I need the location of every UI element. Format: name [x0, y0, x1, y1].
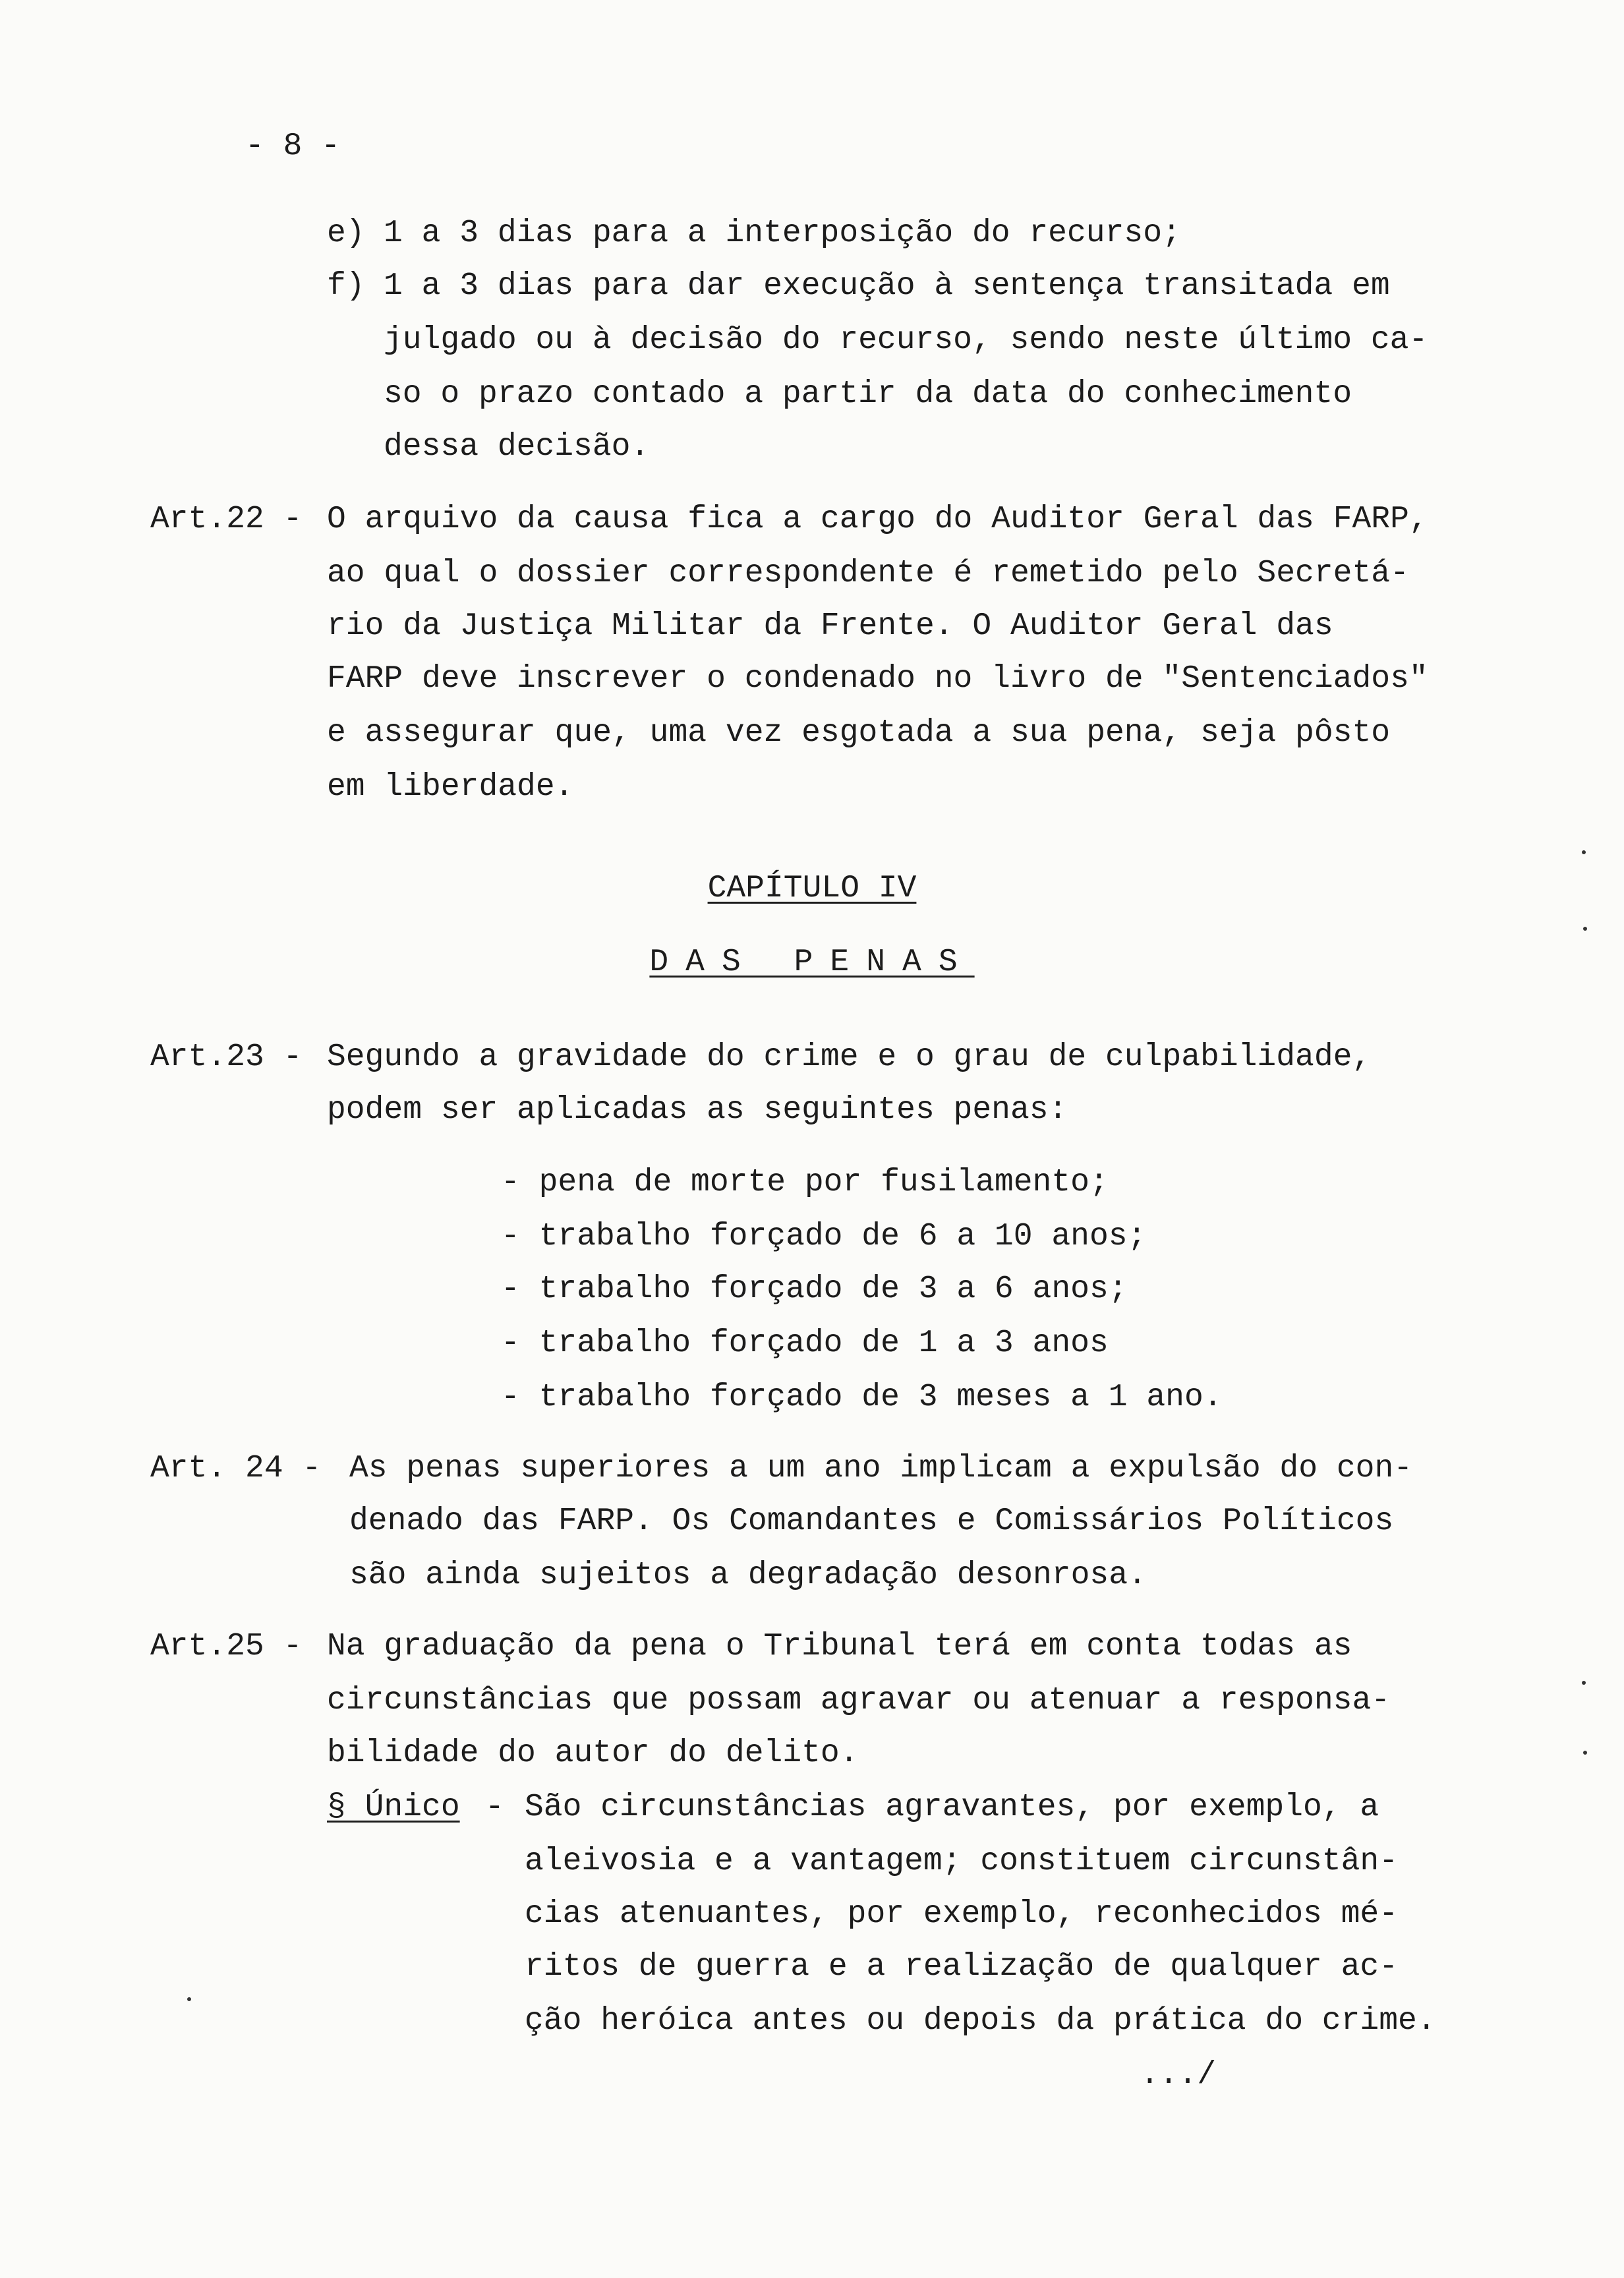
penalty-item: - trabalho forçado de 3 a 6 anos; [501, 1271, 1128, 1307]
paragraph-line: aleivosia e a vantagem; constituem circunstân- [525, 1844, 1399, 1879]
continuation-mark: .../ [1140, 2057, 1217, 2093]
chapter-subtitle: DAS PENAS [649, 945, 975, 980]
article-line: circunstâncias que possam agravar ou atenuar a responsa- [327, 1683, 1391, 1718]
paragraph-line: São circunstâncias agravantes, por exemplo, a [525, 1790, 1379, 1825]
scan-speck [187, 1997, 191, 2001]
item-f-line: julgado ou à decisão do recurso, sendo neste último ca- [384, 322, 1428, 358]
paragraph-line: ção heróica antes ou depois da prática do crime. [525, 2003, 1436, 2039]
article-line: FARP deve inscrever o condenado no livro de "Sentenciados" [327, 661, 1428, 697]
article-line: podem ser aplicadas as seguintes penas: [327, 1092, 1068, 1128]
paragraph-label: § Único [327, 1790, 460, 1825]
chapter-title: CAPÍTULO IV [707, 871, 917, 906]
item-e-text: 1 a 3 dias para a interposição do recurso; [384, 216, 1181, 251]
article-line: são ainda sujeitos a degradação desonrosa. [349, 1558, 1147, 1593]
article-line: O arquivo da causa fica a cargo do Auditor Geral das FARP, [327, 502, 1428, 537]
item-e-label: e) [327, 216, 365, 251]
article-line: denado das FARP. Os Comandantes e Comissários Políticos [349, 1504, 1394, 1539]
article-label: Art.22 - [150, 502, 303, 537]
article-line: Segundo a gravidade do crime e o grau de culpabilidade, [327, 1039, 1372, 1075]
article-label: Art.25 - [150, 1629, 303, 1664]
item-f-label: f) [327, 268, 365, 304]
item-f-line: so o prazo contado a partir da data do conhecimento [384, 376, 1352, 412]
page-number: - 8 - [245, 129, 341, 164]
article-line: rio da Justiça Militar da Frente. O Auditor Geral das [327, 608, 1333, 644]
scan-speck [1583, 927, 1587, 931]
paragraph-line: ritos de guerra e a realização de qualquer ac- [525, 1949, 1399, 1985]
article-line: em liberdade. [327, 769, 574, 805]
paragraph-dash: - [485, 1790, 504, 1825]
penalty-item: - trabalho forçado de 1 a 3 anos [501, 1326, 1109, 1361]
penalty-item: - pena de morte por fusilamento; [501, 1165, 1109, 1200]
article-line: Na graduação da pena o Tribunal terá em conta todas as [327, 1629, 1352, 1664]
item-f-line: dessa decisão. [384, 429, 650, 465]
article-line: e assegurar que, uma vez esgotada a sua pena, seja pôsto [327, 715, 1391, 751]
article-line: As penas superiores a um ano implicam a expulsão do con- [349, 1451, 1413, 1486]
scan-speck [1583, 1751, 1587, 1755]
paragraph-line: cias atenuantes, por exemplo, reconhecidos mé- [525, 1896, 1399, 1932]
penalty-item: - trabalho forçado de 3 meses a 1 ano. [501, 1380, 1223, 1415]
article-label: Art. 24 - [150, 1451, 322, 1486]
penalty-item: - trabalho forçado de 6 a 10 anos; [501, 1219, 1147, 1254]
item-f-line: 1 a 3 dias para dar execução à sentença transitada em [384, 268, 1390, 304]
article-label: Art.23 - [150, 1039, 303, 1075]
article-line: bilidade do autor do delito. [327, 1736, 859, 1771]
article-line: ao qual o dossier correspondente é remetido pelo Secretá- [327, 556, 1409, 591]
scan-speck [1582, 850, 1586, 854]
scan-speck [1582, 1681, 1586, 1685]
